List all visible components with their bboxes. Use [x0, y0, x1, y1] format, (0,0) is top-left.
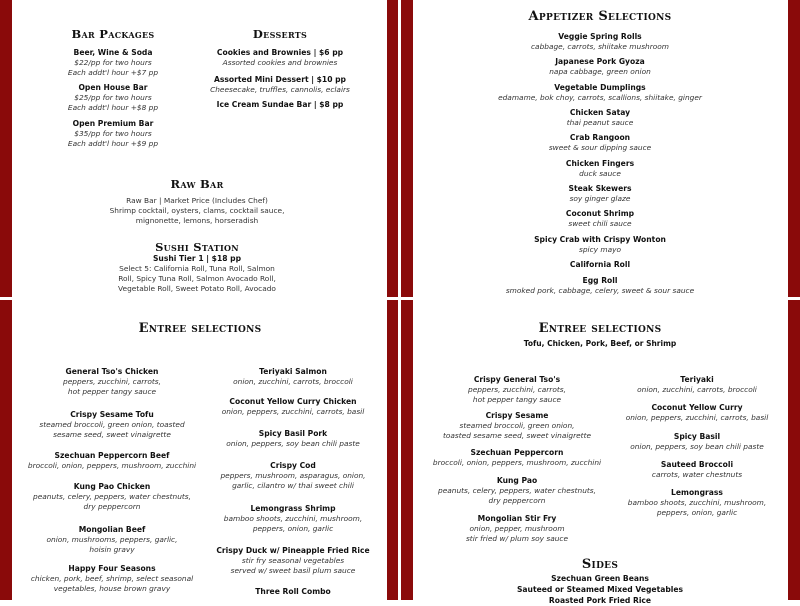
menu-item-description: Each addt'l hour +$8 pp — [67, 103, 159, 112]
menu-item — [47, 525, 178, 555]
menu-item — [68, 119, 158, 149]
menu-item-description: bamboo shoots, zucchini, mushroom, — [223, 514, 363, 523]
menu-item-description: Roll, Spicy Tuna Roll, Salmon Avocado Roll, — [118, 274, 276, 283]
menu-item-description: onion, zucchini, carrots, broccoli — [637, 385, 757, 394]
menu-item-description: dry peppercorn — [488, 496, 546, 505]
menu-item-description: onion, peppers, soy bean chili paste — [226, 439, 360, 448]
menu-item — [226, 429, 360, 449]
menu-item — [222, 397, 365, 417]
menu-item-name: Crispy Sesame Tofu — [70, 410, 154, 419]
menu-item — [567, 108, 634, 128]
menu-item-name: Szechuan Peppercorn Beef — [54, 451, 170, 460]
menu-item-description: smoked pork, cabbage, celery, sweet & sour sauce — [505, 286, 695, 295]
menu-item-name: Spicy Basil Pork — [258, 429, 328, 438]
menu-item-name: Cookies and Brownies | $6 pp — [216, 48, 344, 57]
menu-item-description: broccoli, onion, peppers, mushroom, zucchini — [27, 461, 197, 470]
menu-item — [217, 100, 344, 110]
entree-subtitle: Tofu, Chicken, Pork, Beef, or Shrimp — [523, 339, 677, 348]
menu-item — [506, 276, 694, 296]
menu-item — [566, 159, 634, 179]
sushi-station-heading: Sushi Station — [155, 240, 239, 254]
menu-item — [433, 448, 601, 468]
menu-item — [517, 585, 683, 595]
menu-item-name: Crispy Sesame — [485, 411, 549, 420]
menu-item-description: peppers, zucchini, carrots, — [63, 377, 161, 386]
menu-item — [68, 48, 158, 78]
menu-item-name: Sauteed Broccoli — [660, 460, 734, 469]
menu-item — [498, 83, 702, 103]
menu-item-name: Mongolian Stir Fry — [477, 514, 557, 523]
menu-item-description: peppers, zucchini, carrots, — [468, 385, 566, 394]
sides-heading: Sides — [581, 557, 619, 572]
menu-item — [549, 133, 651, 153]
menu-item-description: thai peanut sauce — [566, 118, 634, 127]
menu-item-description: Assorted cookies and brownies — [222, 58, 338, 67]
menu-item-name: Beer, Wine & Soda — [73, 48, 153, 57]
entree-heading-b: Entree selections — [538, 321, 662, 336]
menu-item-name: Spicy Crab with Crispy Wonton — [534, 235, 666, 244]
menu-item-description: cabbage, carrots, shiitake mushroom — [530, 42, 670, 51]
menu-item — [566, 209, 634, 229]
menu-item-description: edamame, bok choy, carrots, scallions, shiitake, ginger — [498, 93, 702, 102]
border-left — [0, 0, 12, 600]
menu-item — [233, 367, 353, 387]
menu-item-description: served w/ sweet basil plum sauce — [230, 566, 356, 575]
menu-item-description: peppers, onion, garlic — [656, 508, 738, 517]
menu-item — [551, 574, 649, 584]
menu-item — [534, 235, 666, 255]
menu-item — [626, 403, 769, 423]
menu-item — [220, 461, 365, 491]
menu-item-description: sesame seed, sweet vinaigrette — [53, 430, 171, 439]
menu-item-description: $25/pp for two hours — [74, 93, 152, 102]
desserts-heading: Desserts — [252, 27, 308, 41]
menu-item — [224, 504, 362, 534]
menu-item — [468, 375, 566, 405]
menu-item-description: onion, mushrooms, peppers, garlic, — [46, 535, 178, 544]
menu-item — [31, 564, 193, 594]
menu-item — [110, 196, 285, 226]
menu-item — [33, 482, 191, 512]
menu-item-description: Raw Bar | Market Price (Includes Chef) — [126, 196, 268, 205]
menu-item-name: Lemongrass Shrimp — [250, 504, 336, 513]
menu-item-name: Mongolian Beef — [78, 525, 146, 534]
menu-item-name: Crispy General Tso's — [473, 375, 561, 384]
menu-item-name: Chicken Satay — [569, 108, 631, 117]
menu-item-name: Teriyaki — [680, 375, 714, 384]
menu-item-name: Coconut Shrimp — [565, 209, 635, 218]
menu-item-name: Kung Pao — [496, 476, 538, 485]
menu-item — [438, 476, 596, 506]
menu-item — [570, 260, 630, 270]
menu-item — [28, 451, 196, 471]
menu-item-description: peanuts, celery, peppers, water chestnuts, — [438, 486, 596, 495]
menu-item-name: Szechuan Peppercorn — [470, 448, 564, 457]
menu-item — [549, 596, 651, 606]
menu-item-name: Vegetable Dumplings — [554, 83, 646, 92]
menu-item-description: steamed broccoli, green onion, — [459, 421, 575, 430]
menu-item-name: Ice Cream Sundae Bar | $8 pp — [216, 100, 344, 109]
menu-item-description: carrots, water chestnuts — [651, 470, 743, 479]
menu-item-description: onion, pepper, mushroom — [469, 524, 565, 533]
appetizer-heading: Appetizer Selections — [528, 9, 672, 24]
menu-item-description: Cheesecake, truffles, cannolis, eclairs — [210, 85, 350, 94]
menu-item-name: Assorted Mini Dessert | $10 pp — [214, 75, 346, 84]
menu-item-name: Chicken Fingers — [565, 159, 635, 168]
menu-item — [217, 48, 343, 68]
menu-item-description: onion, peppers, zucchini, carrots, basil — [625, 413, 769, 422]
menu-item-name: Open House Bar — [78, 83, 148, 92]
menu-item-description: Vegetable Roll, Sweet Potato Roll, Avocado — [118, 284, 276, 293]
menu-item-description: stir fry seasonal vegetables — [241, 556, 345, 565]
menu-item-description: sweet & sour dipping sauce — [548, 143, 652, 152]
menu-item-description: napa cabbage, green onion — [549, 67, 651, 76]
menu-item-description: peppers, onion, garlic — [252, 524, 334, 533]
menu-item-description: peppers, mushroom, asparagus, onion, — [220, 471, 366, 480]
menu-item — [118, 254, 276, 294]
menu-item-description: bamboo shoots, zucchini, mushroom, — [627, 498, 767, 507]
menu-item-name: Crab Rangoon — [569, 133, 631, 142]
menu-item — [652, 460, 742, 480]
menu-item-description: stir fried w/ plum soy sauce — [465, 534, 569, 543]
menu-item — [466, 514, 568, 544]
menu-item-name: Three Roll Combo — [255, 587, 331, 596]
menu-item-name: Coconut Yellow Curry Chicken — [229, 397, 357, 406]
menu-item-name: Crispy Cod — [270, 461, 316, 470]
menu-item-description: Select 5: California Roll, Tuna Roll, Salmon — [119, 264, 275, 273]
menu-item-description: hot pepper tangy sauce — [472, 395, 562, 404]
menu-item-description: mignonette, lemons, horseradish — [135, 216, 259, 225]
menu-item-name: Egg Roll — [582, 276, 618, 285]
entree-heading: Entree selections — [138, 321, 262, 336]
menu-item-description: spicy mayo — [578, 245, 621, 254]
menu-item-description: chicken, pork, beef, shrimp, select seasonal — [30, 574, 194, 583]
menu-item-name: Veggie Spring Rolls — [558, 32, 642, 41]
menu-item-name: Crispy Duck w/ Pineapple Fried Rice — [216, 546, 370, 555]
menu-item-name: Lemongrass — [671, 488, 723, 497]
menu-item — [63, 367, 161, 397]
bar-packages-heading: Bar Packages — [71, 27, 155, 41]
menu-item-name: California Roll — [569, 260, 631, 269]
menu-item-description: hot pepper tangy sauce — [67, 387, 157, 396]
menu-item-description: vegetables, house brown gravy — [53, 584, 171, 593]
border-middle-right — [401, 0, 413, 600]
menu-item — [630, 432, 764, 452]
menu-item-name: Sushi Tier 1 | $18 pp — [152, 254, 242, 263]
menu-item-name: Kung Pao Chicken — [73, 482, 151, 491]
menu-item — [210, 75, 350, 95]
menu-item — [255, 587, 331, 597]
menu-item-description: dry peppercorn — [83, 502, 141, 511]
menu-item-description: $22/pp for two hours — [74, 58, 152, 67]
menu-item-description: garlic, cilantro w/ thai sweet chili — [232, 481, 354, 490]
menu-item-name: Happy Four Seasons — [68, 564, 156, 573]
page-gap — [0, 297, 800, 300]
raw-bar-heading: Raw Bar — [170, 177, 224, 191]
menu-item-description: soy ginger glaze — [569, 194, 631, 203]
menu-item-name: Szechuan Green Beans — [551, 574, 649, 583]
menu-item-description: onion, zucchini, carrots, broccoli — [233, 377, 353, 386]
menu-item-description: toasted sesame seed, sweet vinaigrette — [442, 431, 592, 440]
menu-item-name: Spicy Basil — [673, 432, 721, 441]
menu-item-description: $35/pp for two hours — [74, 129, 152, 138]
menu-item — [39, 410, 184, 440]
menu-item — [549, 57, 651, 77]
menu-item-description: hoisin gravy — [89, 545, 135, 554]
menu-item-name: Steak Skewers — [568, 184, 632, 193]
menu-item-description: Each addt'l hour +$9 pp — [67, 139, 159, 148]
menu-item-name: Sauteed or Steamed Mixed Vegetables — [516, 585, 684, 594]
border-right — [788, 0, 800, 600]
menu-item-name: Teriyaki Salmon — [259, 367, 327, 376]
menu-item-description: broccoli, onion, peppers, mushroom, zucchini — [432, 458, 602, 467]
menu-item-description: Each addt'l hour +$7 pp — [67, 68, 159, 77]
menu-item — [637, 375, 757, 395]
menu-item — [569, 184, 632, 204]
menu-item — [443, 411, 591, 441]
menu-item-name: Open Premium Bar — [72, 119, 154, 128]
menu-item — [216, 546, 369, 576]
menu-item-name: Roasted Pork Fried Rice — [548, 596, 652, 605]
menu-item-description: onion, peppers, soy bean chili paste — [630, 442, 764, 451]
menu-item — [628, 488, 766, 518]
menu-item-description: steamed broccoli, green onion, toasted — [39, 420, 185, 429]
menu-item-description: onion, peppers, zucchini, carrots, basil — [221, 407, 365, 416]
menu-item-description: Shrimp cocktail, oysters, clams, cocktail sauce, — [109, 206, 285, 215]
border-middle-left — [387, 0, 398, 600]
menu-item-description: duck sauce — [579, 169, 621, 178]
menu-item — [68, 83, 158, 113]
menu-item-name: Japanese Pork Gyoza — [555, 57, 645, 66]
menu-item — [531, 32, 669, 52]
menu-item-name: General Tso's Chicken — [65, 367, 159, 376]
menu-item-description: peanuts, celery, peppers, water chestnuts, — [33, 492, 191, 501]
menu-item-name: Coconut Yellow Curry — [651, 403, 743, 412]
menu-item-description: sweet chili sauce — [568, 219, 632, 228]
